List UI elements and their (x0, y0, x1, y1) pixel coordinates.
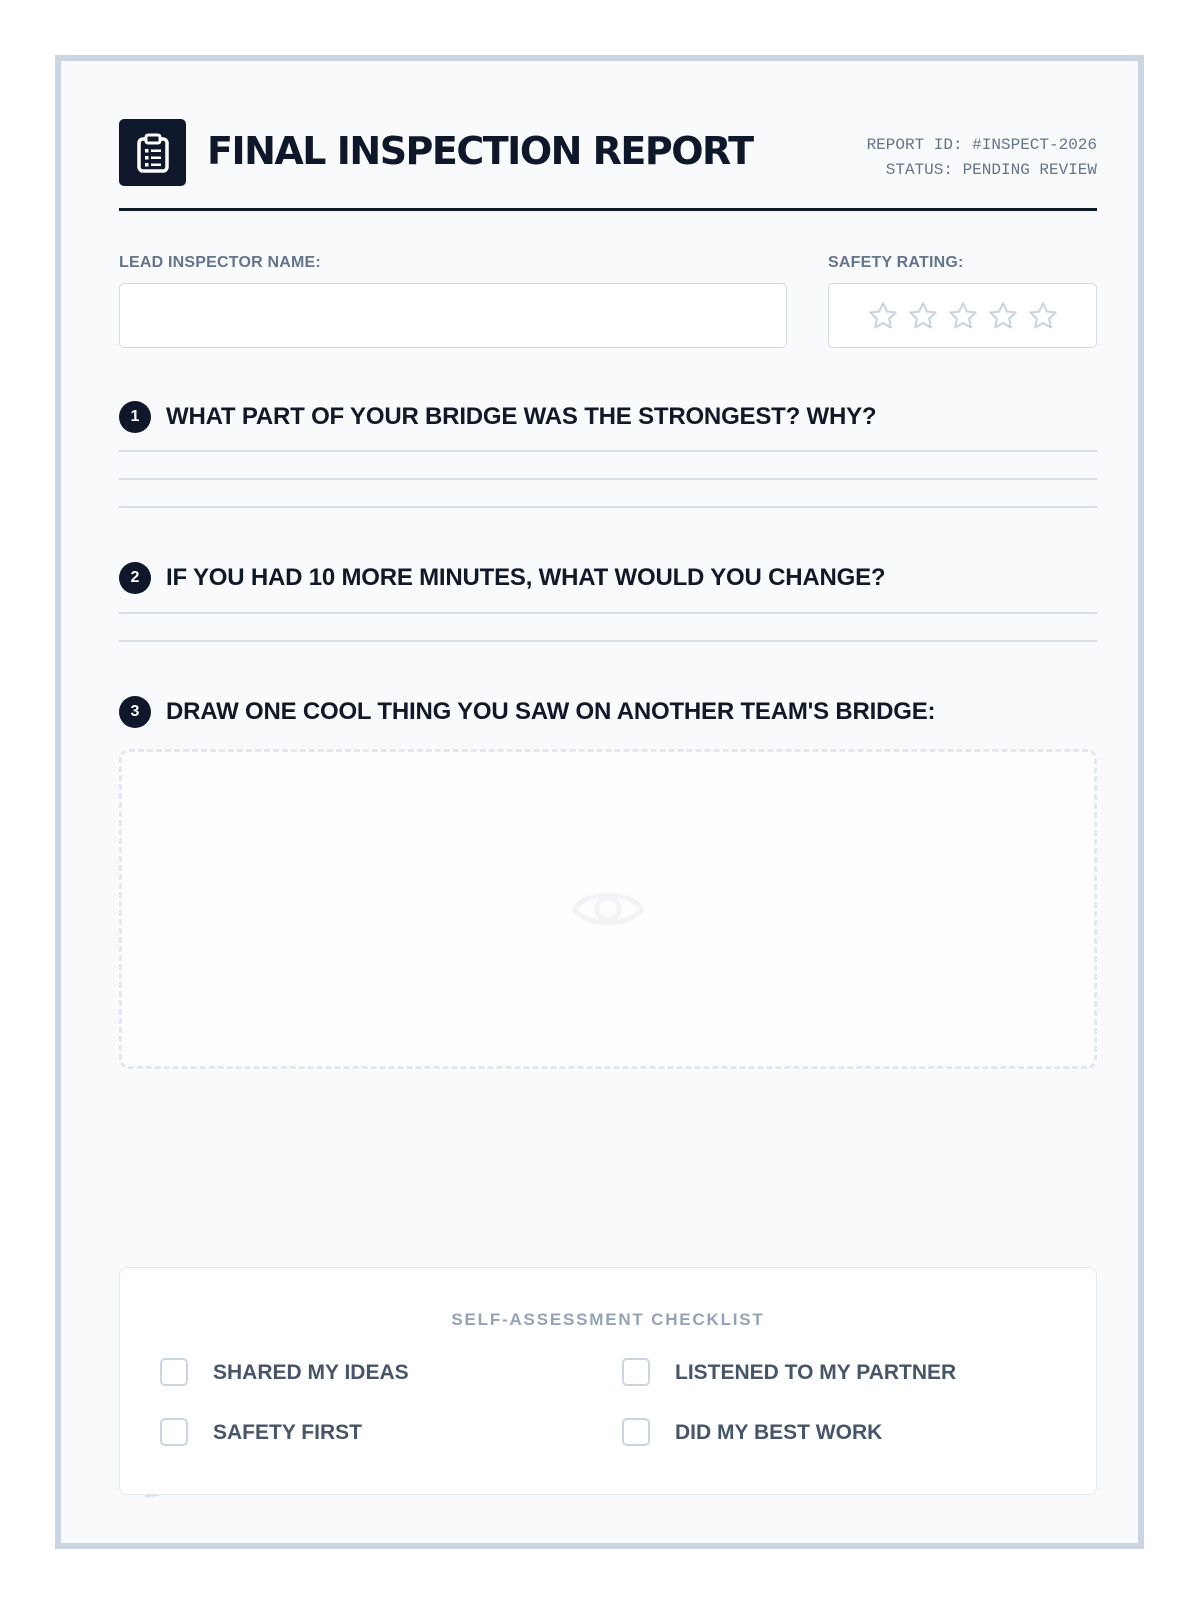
clipboard-icon (119, 119, 186, 186)
checkbox[interactable] (622, 1418, 650, 1446)
safety-rating (828, 283, 1097, 348)
header-divider (119, 208, 1097, 211)
question-text: WHAT PART OF YOUR BRIDGE WAS THE STRONGEST? WHY? (166, 403, 877, 430)
report-header (119, 119, 1097, 201)
report-sheet (55, 55, 1144, 1549)
star-outline-icon[interactable] (1027, 300, 1059, 332)
checkbox[interactable] (622, 1358, 650, 1386)
answer-line[interactable] (119, 478, 1097, 480)
report-status: STATUS: PENDING REVIEW (885, 161, 1097, 179)
star-outline-icon[interactable] (907, 300, 939, 332)
eye-icon (570, 881, 646, 937)
inspector-name-label: LEAD INSPECTOR NAME: (119, 254, 321, 271)
inspector-name-input[interactable] (119, 283, 787, 348)
checklist-title: SELF-ASSESSMENT CHECKLIST (451, 1310, 765, 1329)
safety-rating-label: SAFETY RATING: (828, 254, 964, 271)
answer-line[interactable] (119, 612, 1097, 614)
report-meta (867, 133, 1097, 183)
checklist-item-label: DID MY BEST WORK (675, 1421, 883, 1444)
checklist-item-label: SHARED MY IDEAS (213, 1361, 409, 1384)
checklist-item-label: LISTENED TO MY PARTNER (675, 1361, 957, 1384)
star-outline-icon[interactable] (867, 300, 899, 332)
drawing-area[interactable] (119, 749, 1097, 1069)
question-1 (119, 400, 1097, 434)
question-number: 2 (119, 562, 151, 594)
self-assessment-checklist (119, 1267, 1097, 1495)
question-number: 3 (119, 696, 151, 728)
star-outline-icon[interactable] (987, 300, 1019, 332)
question-text: DRAW ONE COOL THING YOU SAW ON ANOTHER TEAM'S BRIDGE: (166, 698, 936, 725)
question-number: 1 (119, 401, 151, 433)
answer-line[interactable] (119, 506, 1097, 508)
question-2 (119, 561, 1097, 595)
report-id: REPORT ID: #INSPECT-2026 (866, 136, 1097, 154)
page-title: FINAL INSPECTION REPORT (207, 129, 753, 173)
star-outline-icon[interactable] (947, 300, 979, 332)
answer-line[interactable] (119, 640, 1097, 642)
answer-line[interactable] (119, 450, 1097, 452)
question-3 (119, 695, 1097, 729)
checkbox[interactable] (160, 1358, 188, 1386)
checkbox[interactable] (160, 1418, 188, 1446)
question-text: IF YOU HAD 10 MORE MINUTES, WHAT WOULD YOU CHANGE? (166, 564, 886, 591)
checklist-item-label: SAFETY FIRST (213, 1421, 362, 1444)
